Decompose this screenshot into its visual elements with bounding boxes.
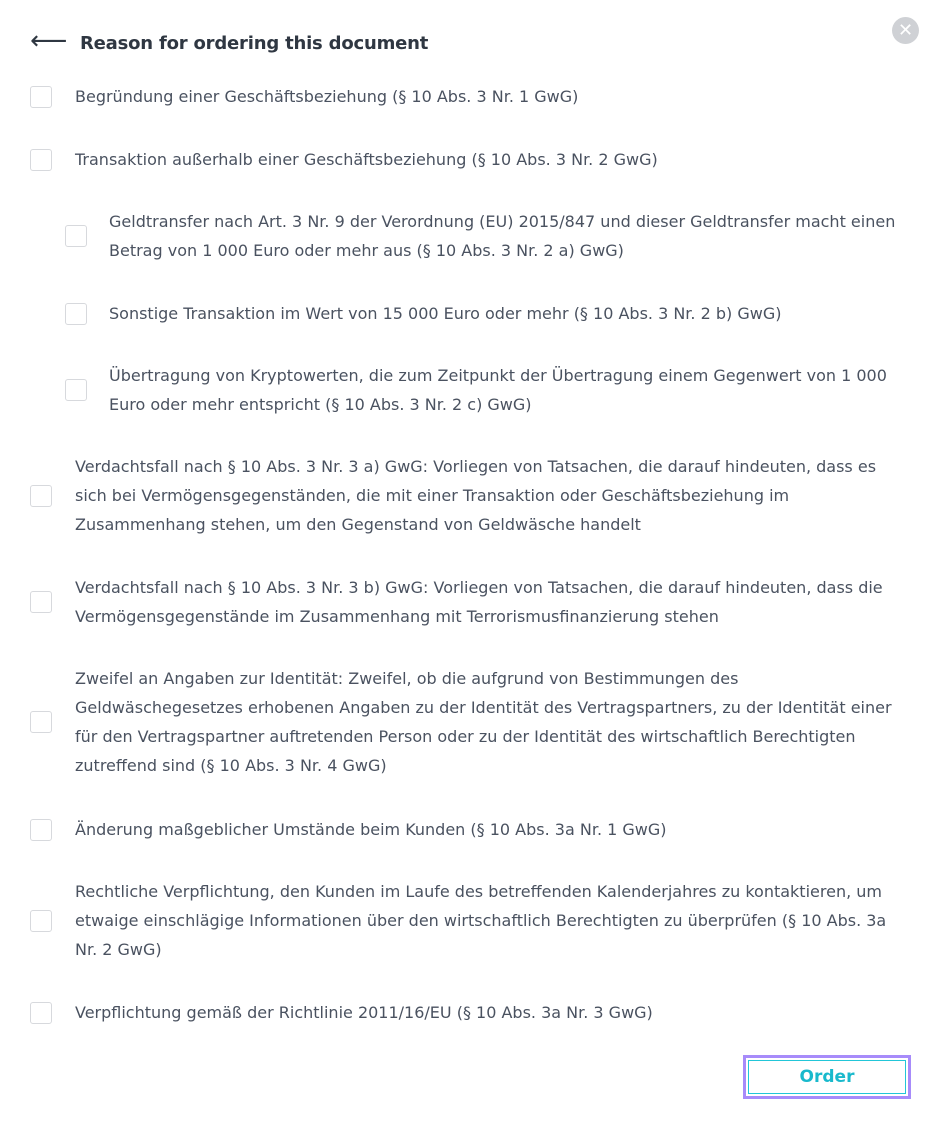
- option-label: Verdachtsfall nach § 10 Abs. 3 Nr. 3 b) GwG: Vorliegen von Tatsachen, die darauf hindeuten, dass die Vermögensgegenstände im Zusammenhang mit Terrorismusfinanzierung stehen: [75, 578, 883, 626]
- option-row[interactable]: [30, 664, 895, 780]
- order-button-focus-ring: [743, 1055, 911, 1099]
- checkbox[interactable]: [30, 591, 52, 613]
- option-label: Geldtransfer nach Art. 3 Nr. 9 der Verordnung (EU) 2015/847 und dieser Geldtransfer macht einen Betrag von 1 000 Euro oder mehr aus (§ 10 Abs. 3 Nr. 2 a) GwG): [109, 212, 896, 260]
- left-arrow-icon[interactable]: ⟵: [30, 26, 68, 56]
- option-row[interactable]: [30, 815, 895, 844]
- option-label: Übertragung von Kryptowerten, die zum Zeitpunkt der Übertragung einem Gegenwert von 1 000 Euro oder mehr entspricht (§ 10 Abs. 3 Nr. 2 c) GwG): [109, 366, 887, 414]
- order-button[interactable]: Order: [748, 1060, 906, 1094]
- option-label: Verpflichtung gemäß der Richtlinie 2011/16/EU (§ 10 Abs. 3a Nr. 3 GwG): [75, 1003, 653, 1022]
- option-row[interactable]: [30, 573, 895, 631]
- checkbox[interactable]: [30, 711, 52, 733]
- checkbox[interactable]: [65, 379, 87, 401]
- option-label: Sonstige Transaktion im Wert von 15 000 Euro oder mehr (§ 10 Abs. 3 Nr. 2 b) GwG): [109, 304, 782, 323]
- checkbox[interactable]: [30, 910, 52, 932]
- option-row[interactable]: [30, 145, 895, 174]
- checkbox[interactable]: [30, 485, 52, 507]
- checkbox[interactable]: [30, 1002, 52, 1024]
- option-label: Zweifel an Angaben zur Identität: Zweifel, ob die aufgrund von Bestimmungen des Geldwäschegesetzes erhobenen Angaben zu der Identität des Vertragspartners, zu der Identität einer für den Vertragspartner auftretenden Person oder zu der Identität des wirtschaftlich Berechtigten zutreffend sind (§ 10 Abs. 3 Nr. 4 GwG): [75, 669, 892, 775]
- option-label: Verdachtsfall nach § 10 Abs. 3 Nr. 3 a) GwG: Vorliegen von Tatsachen, die darauf hindeuten, dass es sich bei Vermögensgegenständen, die mit einer Transaktion oder Geschäftsbeziehung im Zusammenhang stehen, um den Gegenstand von Geldwäsche handelt: [75, 457, 877, 534]
- option-label: Transaktion außerhalb einer Geschäftsbeziehung (§ 10 Abs. 3 Nr. 2 GwG): [75, 150, 658, 169]
- option-row[interactable]: [65, 361, 899, 419]
- dialog-title: Reason for ordering this document: [80, 32, 429, 54]
- option-row[interactable]: [30, 877, 895, 964]
- option-row[interactable]: [30, 82, 895, 111]
- option-label: Rechtliche Verpflichtung, den Kunden im Laufe des betreffenden Kalenderjahres zu kontaktieren, um etwaige einschlägige Informationen über den wirtschaftlich Berechtigten zu überprüfen (§ 10 Abs. 3a Nr. 2 GwG): [75, 882, 887, 959]
- dialog-header: [30, 26, 429, 56]
- checkbox[interactable]: [65, 225, 87, 247]
- option-row[interactable]: [30, 452, 895, 539]
- option-label: Begründung einer Geschäftsbeziehung (§ 10 Abs. 3 Nr. 1 GwG): [75, 87, 579, 106]
- checkbox[interactable]: [30, 819, 52, 841]
- checkbox[interactable]: [30, 86, 52, 108]
- checkbox[interactable]: [30, 149, 52, 171]
- checkbox[interactable]: [65, 303, 87, 325]
- option-row[interactable]: [65, 207, 899, 265]
- option-row[interactable]: [30, 998, 895, 1027]
- option-row[interactable]: [65, 299, 899, 328]
- close-icon[interactable]: ✕: [892, 17, 919, 44]
- option-label: Änderung maßgeblicher Umstände beim Kunden (§ 10 Abs. 3a Nr. 1 GwG): [75, 820, 667, 839]
